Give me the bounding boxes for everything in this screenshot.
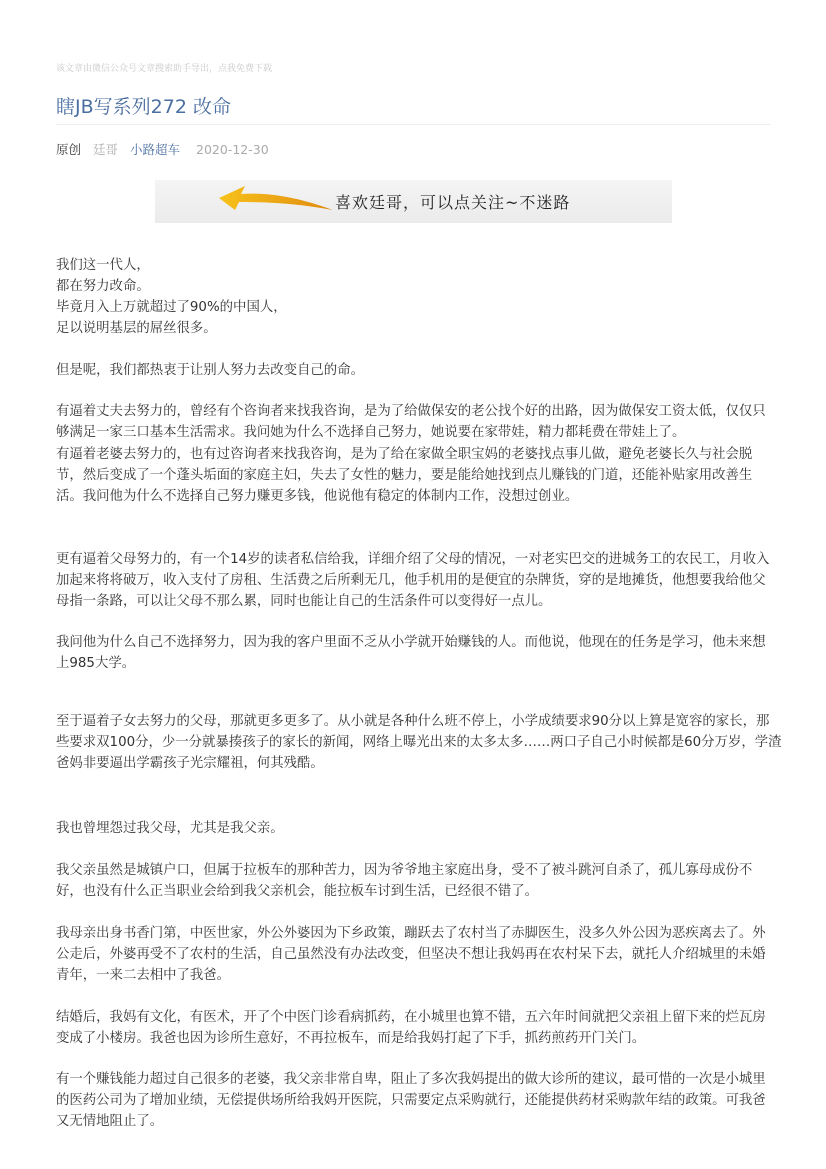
paragraph-line: 上985大学。 — [56, 656, 136, 671]
paragraph — [56, 360, 770, 381]
paragraph-line: 更有逼着父母努力的，有一个14岁的读者私信给我，详细介绍了父母的情况，一对老实巴交的进城务工的农民工，月收入 — [56, 552, 770, 567]
curved-arrow-icon — [215, 184, 335, 220]
paragraph — [56, 632, 770, 674]
paragraph-line: 都在努力改命。 — [56, 279, 150, 294]
paragraph-line: 我们这一代人， — [56, 258, 150, 273]
paragraph-line: 我问他为什么自己不选择努力，因为我的客户里面不乏从小学就开始赚钱的人。而他说，他现在的任务是学习，他未来想 — [56, 635, 766, 650]
paragraph — [56, 444, 770, 507]
paragraph-line: 有一个赚钱能力超过自己很多的老婆，我父亲非常自卑，阻止了多次我妈提出的做大诊所的建议，最可惜的一次是小城里 — [56, 1072, 766, 1087]
paragraph-line: 青年，一来二去相中了我爸。 — [56, 968, 231, 983]
follow-banner — [155, 180, 672, 223]
paragraph-line: 变成了小楼房。我爸也因为诊所生意好，不再拉板车，而是给我妈打起了下手，抓药煎药开门关门。 — [56, 1031, 646, 1046]
paragraph-line: 至于逼着子女去努力的父母，那就更多更多了。从小就是各种什么班不停上，小学成绩要求90分以上算是宽容的家长，那 — [56, 714, 770, 729]
article-title: 瞎JB写系列272 改命 — [56, 96, 231, 118]
export-notice-link[interactable]: 该文章由微信公众号文章搜索助手导出，点我免费下载 — [56, 64, 273, 74]
paragraph-line: 有逼着丈夫去努力的，曾经有个咨询者来找我咨询，是为了给做保安的老公找个好的出路，因为做保安工资太低，仅仅只 — [56, 404, 766, 419]
paragraph — [56, 401, 770, 443]
paragraph-line: 好，也没有什么正当职业会给到我父亲机会，能拉板车讨到生活，已经很不错了。 — [56, 884, 539, 899]
publish-date: 2020-12-30 — [196, 142, 269, 157]
paragraph-line: 我母亲出身书香门第，中医世家，外公外婆因为下乡政策，蹦跃去了农村当了赤脚医生，没多久外公因为恶疾离去了。外 — [56, 926, 766, 941]
paragraph-line: 结婚后，我妈有文化，有医术，开了个中医门诊看病抓药，在小城里也算不错，五六年时间就把父亲祖上留下来的烂瓦房 — [56, 1010, 766, 1025]
paragraph-line: 足以说明基层的屌丝很多。 — [56, 321, 217, 336]
paragraph-line: 又无情地阻止了。 — [56, 1114, 164, 1129]
original-badge: 原创 — [56, 142, 82, 157]
paragraph-line: 公走后，外婆再受不了农村的生活，自己虽然没有办法改变，但坚决不想让我妈再在农村呆下去，就托人介绍城里的未婚 — [56, 947, 766, 962]
paragraph — [56, 923, 770, 986]
paragraph-line: 节，然后变成了一个蓬头垢面的家庭主妇，失去了女性的魅力，要是能给她找到点儿赚钱的门道，还能补贴家用改善生 — [56, 468, 753, 483]
paragraph-line: 些要求双100分，少一分就暴揍孩子的家长的新闻，网络上曝光出来的太多太多……两口子自己小时候都是60分万岁，学渣 — [56, 735, 782, 750]
paragraph-line: 爸妈非要逼出学霸孩子光宗耀祖，何其残酷。 — [56, 756, 324, 771]
paragraph-line: 的医药公司为了增加业绩，无偿提供场所给我妈开医院，只需要定点采购就行，还能提供药材采购款年结的政策。可我爸 — [56, 1093, 766, 1108]
paragraph — [56, 860, 770, 902]
article-meta — [56, 140, 277, 158]
paragraph — [56, 549, 770, 612]
paragraph-line: 加起来将将破万，收入支付了房租、生活费之后所剩无几，他手机用的是便宜的杂牌货，穿的是地摊货，他想要我给他父 — [56, 573, 766, 588]
paragraph — [56, 711, 782, 774]
paragraph-line: 有逼着老婆去努力的，也有过咨询者来找我咨询，是为了给在家做全职宝妈的老婆找点事儿做，避免老婆长久与社会脱 — [56, 447, 753, 462]
account-link[interactable]: 小路超车 — [130, 142, 181, 157]
paragraph — [56, 255, 770, 339]
paragraph — [56, 1069, 770, 1132]
paragraph-line: 毕竟月入上万就超过了90%的中国人， — [56, 300, 287, 315]
banner-text: 喜欢廷哥，可以点关注~不迷路 — [335, 193, 571, 212]
paragraph-line: 母指一条路，可以让父母不那么累，同时也能让自己的生活条件可以变得好一点儿。 — [56, 594, 552, 609]
paragraph — [56, 1007, 770, 1049]
paragraph — [56, 818, 770, 839]
title-divider — [56, 124, 770, 125]
paragraph-line: 我也曾埋怨过我父母，尤其是我父亲。 — [56, 821, 284, 836]
author-name: 廷哥 — [93, 142, 119, 157]
paragraph-line: 我父亲虽然是城镇户口，但属于拉板车的那种苦力，因为爷爷地主家庭出身，受不了被斗跳河自杀了，孤儿寡母成份不 — [56, 863, 753, 878]
paragraph-line: 够满足一家三口基本生活需求。我问她为什么不选择自己努力，她说要在家带娃，精力都耗费在带娃上了。 — [56, 425, 686, 440]
paragraph-line: 活。我问他为什么不选择自己努力赚更多钱，他说他有稳定的体制内工作，没想过创业。 — [56, 489, 579, 504]
paragraph-line: 但是呢，我们都热衷于让别人努力去改变自己的命。 — [56, 363, 364, 378]
